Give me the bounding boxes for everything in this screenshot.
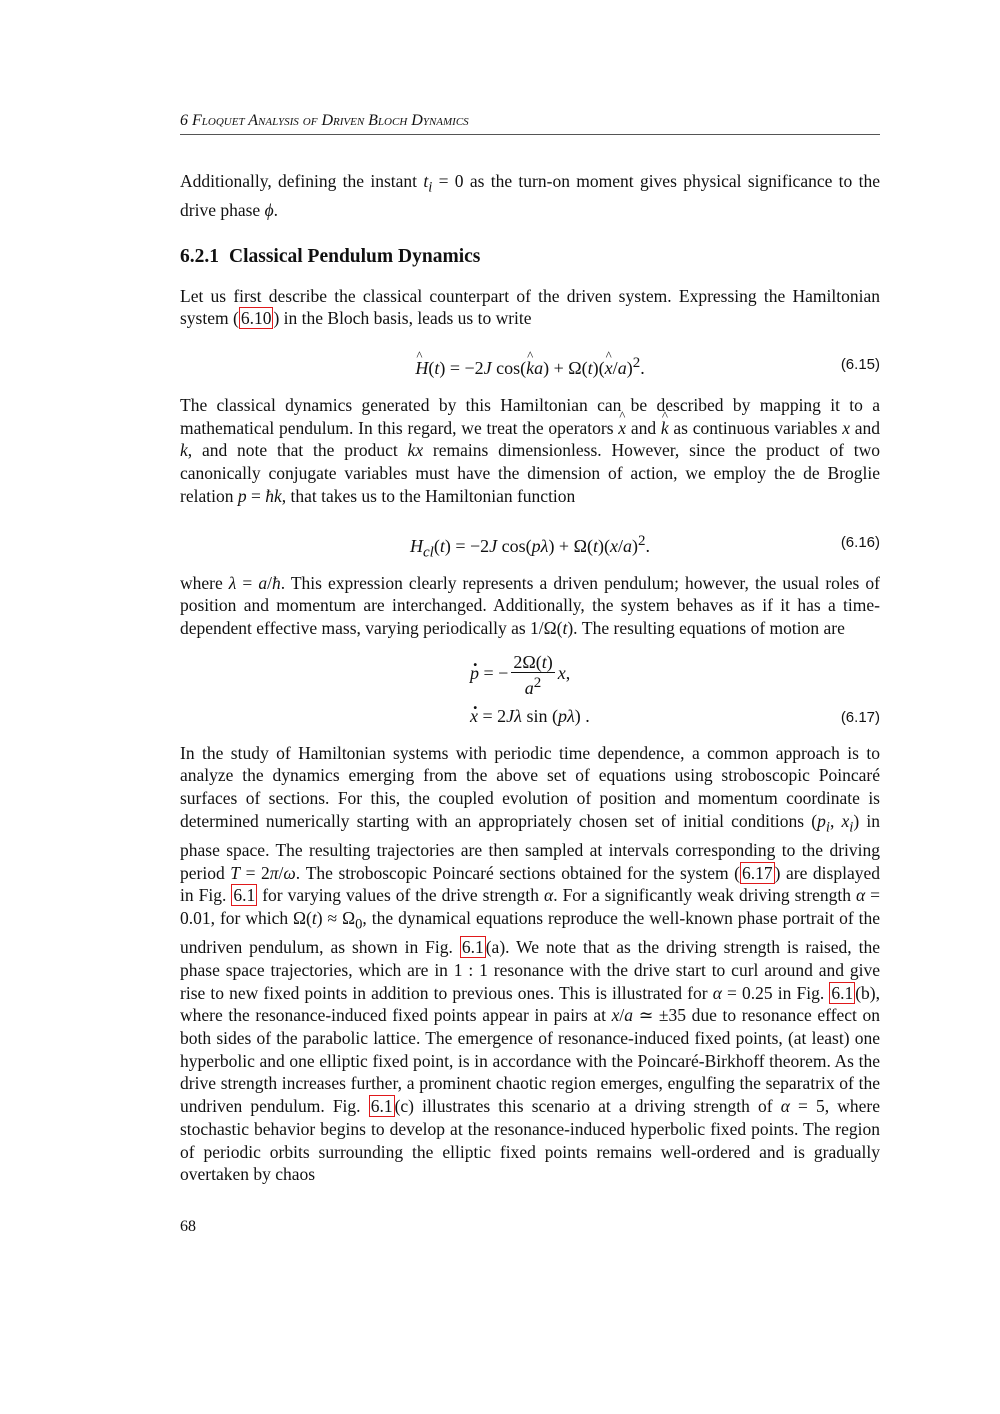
fig-ref-6-1[interactable]: 6.1 [461,937,484,958]
paragraph-mapping: The classical dynamics generated by this Hamiltonian can be described by mapping it to a mathematical pendulum. In this regard, we treat the operators ^ x and ^ k as continuous variables x and k, and note that the product kx remains dimensionless. However, since the product of two canonically conjugate variables must have the dimension of action, we employ the de Broglie relation p = ħk, that takes us to the Hamiltonian function [180,394,880,508]
eq-ref-6-10[interactable]: 6.10 [240,308,272,329]
eq-ref-6-17[interactable]: 6.17 [741,862,773,883]
running-head [180,112,880,135]
paragraph-pendulum: where λ = a/ħ. This expression clearly represents a driven pendulum; however, the usual roles of position and momentum are interchanged. Additionally, the system behaves as if it has a time-dependent effective mass, varying periodically as 1/Ω(t). The resulting equations of motion are [180,572,880,638]
fig-ref-6-1[interactable]: 6.1 [370,1096,393,1117]
paragraph-intro: Additionally, defining the instant $t_i = 0$ as the turn-on moment gives physical significance to the drive phase ϕ. [180,171,880,221]
paragraph-poincare: In the study of Hamiltonian systems with periodic time dependence, a common approach is to analyze the dynamics emerging from the above set of equations using stroboscopic Poincaré surfaces of sections. For this, the coupled evolution of position and momentum coordinate is determined numerically starting with an appropriately chosen set of initial conditions ($p_i$, $x_i$) in phase space. The resulting trajectories are then sampled at intervals corresponding to the driving period T = 2π/ω. The stroboscopic Poincaré sections obtained for the system ( 6.17 ) are displayed in Fig. 6.1 for varying values of the drive strength α. For a significantly weak driving strength α = 0.01, for which $\Omega(t) \approx \Omega_0$, the dynamical equations reproduce the well-known phase portrait of the undriven pendulum, as shown in Fig. 6.1 (a). We note that as the driving strength is raised, the phase space trajectories, which are in 1 : 1 resonance with the drive start to curl around and give rise to new fixed points in addition to previous ones. This is illustrated for α = 0.25 in Fig. 6.1 (b), where the resonance-induced fixed points appear in pairs at x/a ≃ ±35 due to resonance effect on both sides of the parabolic lattice. The emergence of resonance-induced fixed points, (at least) one hyperbolic and one elliptic fixed point, is in accordance with the Poincaré-Birkhoff theorem. As the drive strength increases further, a prominent chaotic region emerges, engulfing the separatrix of the undriven pendulum. Fig. 6.1 (c) illustrates this scenario at a driving strength of α = 5, where stochastic behavior begins to develop at the resonance-induced hyperbolic fixed points. The region of periodic orbits surrounding the elliptic fixed points remains well-ordered and is gradually overtaken by chaos [180,742,881,1185]
equation-label-6-16: (6.16) [840,533,880,551]
body-text [180,170,880,1198]
equation-6-16: $H_{cl}(t) = -2J$ $\cos(p\lambda) + \Omega(t)(x/a)^2$. (6.16) [410,532,880,561]
chapter-title: Floquet Analysis of Driven Bloch Dynamics [192,112,469,129]
fig-ref-6-1[interactable]: 6.1 [831,982,854,1003]
equation-label-6-17: (6.17) [840,708,880,726]
paragraph-hamiltonian: Let us first describe the classical counterpart of the driven system. Expressing the Hamiltonian system ( 6.10 ) in the Bloch basis, leads us to write [180,285,880,329]
section-heading [180,246,880,269]
section-title: Classical Pendulum Dynamics [229,245,481,267]
section-number: 6.2.1 [180,245,219,267]
fig-ref-6-1[interactable]: 6.1 [233,885,256,906]
page-number: 68 [180,1218,196,1235]
chapter-number: 6 [180,112,188,129]
equation-6-17: . p = − $\frac{2\Omega(t)}{a^2}$ x, . x = 2Jλ sin (pλ) . (6.17) [180,652,880,732]
equation-label-6-15: (6.15) [840,356,880,374]
equation-6-15: ^ H(t) = −2J cos(^ ka) + Ω(t)(^ x/a)$^2$. (6.15) [180,342,880,388]
